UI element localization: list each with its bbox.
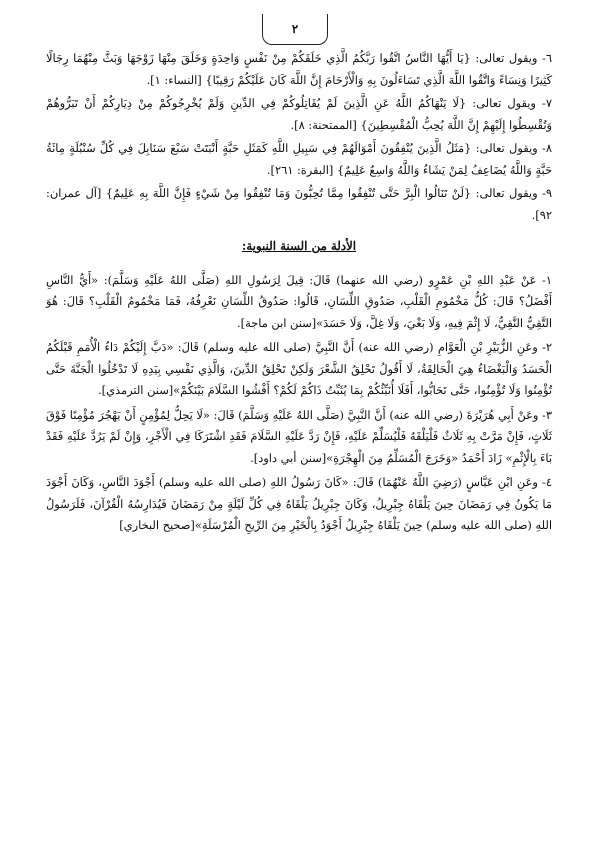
page-body — [46, 48, 552, 540]
hadith-3: ٣- وعَنْ أَبِي هُرَيْرَةَ (رضي الله عنه) أَنَّ النَّبِيَّ (صَلَّى اللهُ عَلَيْهِ وَسَلَّمَ) قَالَ: «لَا يَحِلُّ لِمُؤْمِنٍ أَنْ يَهْجُرَ مُؤْمِنًا فَوْقَ ثَلَاثٍ، فَإِنْ مَرَّتْ بِهِ ثَلَاثٌ فَلْيَلْقَهُ فَلْيُسَلِّمْ عَلَيْهِ، فَإِنْ رَدَّ عَلَيْهِ السَّلَامَ فَقَدِ اشْتَرَكَا فِي الْأَجْرِ، وَإِنْ لَمْ يَرُدَّ عَلَيْهِ فَقَدْ بَاءَ بِالْإِثْمِ» زَادَ أَحْمَدُ «وَخَرَجَ الْمُسَلِّمُ مِنَ الْهِجْرَةِ»[سنن أبي داود]. — [46, 407, 552, 465]
ayah-6: ٦- ويقول تعالى: {يَا أَيُّهَا النَّاسُ اتَّقُوا رَبَّكُمُ الَّذِي خَلَقَكُمْ مِنْ نَفْسٍ وَاحِدَةٍ وَخَلَقَ مِنْهَا زَوْجَهَا وَبَثَّ مِنْهُمَا رِجَالًا كَثِيرًا وَنِسَاءً وَاتَّقُوا اللَّهَ الَّذِي تَسَاءَلُونَ بِهِ وَالْأَرْحَامَ إِنَّ اللَّهَ كَانَ عَلَيْكُمْ رَقِيبًا} [النساء: ١]. — [46, 51, 552, 87]
section-heading: الأدلة من السنة النبوية: — [241, 239, 357, 253]
hadith-1: ١- عَنْ عَبْدِ اللهِ بْنِ عَمْرٍو (رضي الله عنهما) قَالَ: قِيلَ لِرَسُولِ اللهِ (صَلَّى اللهُ عَلَيْهِ وَسَلَّمَ): «أَيُّ النَّاسِ أَفْضَلُ؟ قَالَ: كُلُّ مَخْمُومِ الْقَلْبِ، صَدُوقِ اللِّسَانِ، قَالُوا: صَدُوقُ اللِّسَانِ نَعْرِفُهُ، فَمَا مَخْمُومُ الْقَلْبِ؟ قَالَ: هُوَ التَّقِيُّ النَّقِيُّ، لَا إِثْمَ فِيهِ، وَلَا بَغْيَ، وَلَا غِلَّ، وَلَا حَسَدَ»[سنن ابن ماجة]. — [46, 272, 552, 330]
ayah-8: ٨- ويقول تعالى: {مَثَلُ الَّذِينَ يُنْفِقُونَ أَمْوَالَهُمْ فِي سَبِيلِ اللَّهِ كَمَثَلِ حَبَّةٍ أَنْبَتَتْ سَبْعَ سَنَابِلَ فِي كُلِّ سُنْبُلَةٍ مِائَةُ حَبَّةٍ وَاللَّهُ يُضَاعِفُ لِمَنْ يَشَاءُ وَاللَّهُ وَاسِعٌ عَلِيمٌ} [البقرة: ٢٦١]. — [46, 141, 552, 177]
hadith-4: ٤- وعَنِ ابْنِ عَبَّاسٍ (رَضِيَ اللَّهُ عَنْهُمَا) قَالَ: «كَانَ رَسُولُ اللهِ (صلى الله عليه وسلم) أَجْوَدَ النَّاسِ، وَكَانَ أَجْوَدَ مَا يَكُونُ فِي رَمَضَانَ حِينَ يَلْقَاهُ جِبْرِيلُ، وَكَانَ جِبْرِيلُ يَلْقَاهُ فِي كُلِّ لَيْلَةٍ مِنْ رَمَضَانَ فَيُدَارِسُهُ الْقُرْآنَ، فَلَرَسُولُ اللهِ (صلى الله عليه وسلم) حِينَ يَلْقَاهُ جِبْرِيلُ أَجْوَدُ بِالْخَيْرِ مِنَ الرِّيحِ الْمُرْسَلَةِ»[صحيح البخاري] — [46, 475, 552, 532]
hadith-2: ٢- وعَنِ الزُّبَيْرِ بْنِ الْعَوَّامِ (رضي الله عنه) أَنَّ النَّبِيَّ (صلى الله عليه وسلم) قَالَ: «دَبَّ إِلَيْكُمْ دَاءُ الْأُمَمِ قَبْلَكُمُ الْحَسَدُ وَالْبَغْضَاءُ هِيَ الْحَالِقَةُ، لَا أَقُولُ تَحْلِقُ الشَّعْرَ وَلَكِنْ تَحْلِقُ الدِّينَ، وَالَّذِي نَفْسِي بِيَدِهِ لَا تَدْخُلُوا الْجَنَّةَ حَتَّى تُؤْمِنُوا وَلَا تُؤْمِنُوا، حَتَّى تَحَابُّوا، أَفَلَا أُنَبِّئُكُمْ بِمَا يُثَبِّتُ ذَاكُمْ لَكُمْ؟ أَفْشُوا السَّلَامَ بَيْنَكُمْ»[سنن الترمذي]. — [46, 340, 552, 397]
ayah-7: ٧- ويقول تعالى: {لَا يَنْهَاكُمُ اللَّهُ عَنِ الَّذِينَ لَمْ يُقَاتِلُوكُمْ فِي الدِّينِ وَلَمْ يُخْرِجُوكُمْ مِنْ دِيَارِكُمْ أَنْ تَبَرُّوهُمْ وَتُقْسِطُوا إِلَيْهِمْ إِنَّ اللَّهَ يُحِبُّ الْمُقْسِطِينَ} [الممتحنة: ٨]. — [46, 96, 552, 132]
page-number: ٢ — [291, 22, 299, 36]
page-number-box — [262, 14, 328, 45]
ayah-9: ٩- ويقول تعالى: {لَنْ تَنَالُوا الْبِرَّ حَتَّى تُنْفِقُوا مِمَّا تُحِبُّونَ وَمَا تُنْفِقُوا مِنْ شَيْءٍ فَإِنَّ اللَّهَ بِهِ عَلِيمٌ} [آل عمران: ٩٢]. — [46, 186, 552, 222]
